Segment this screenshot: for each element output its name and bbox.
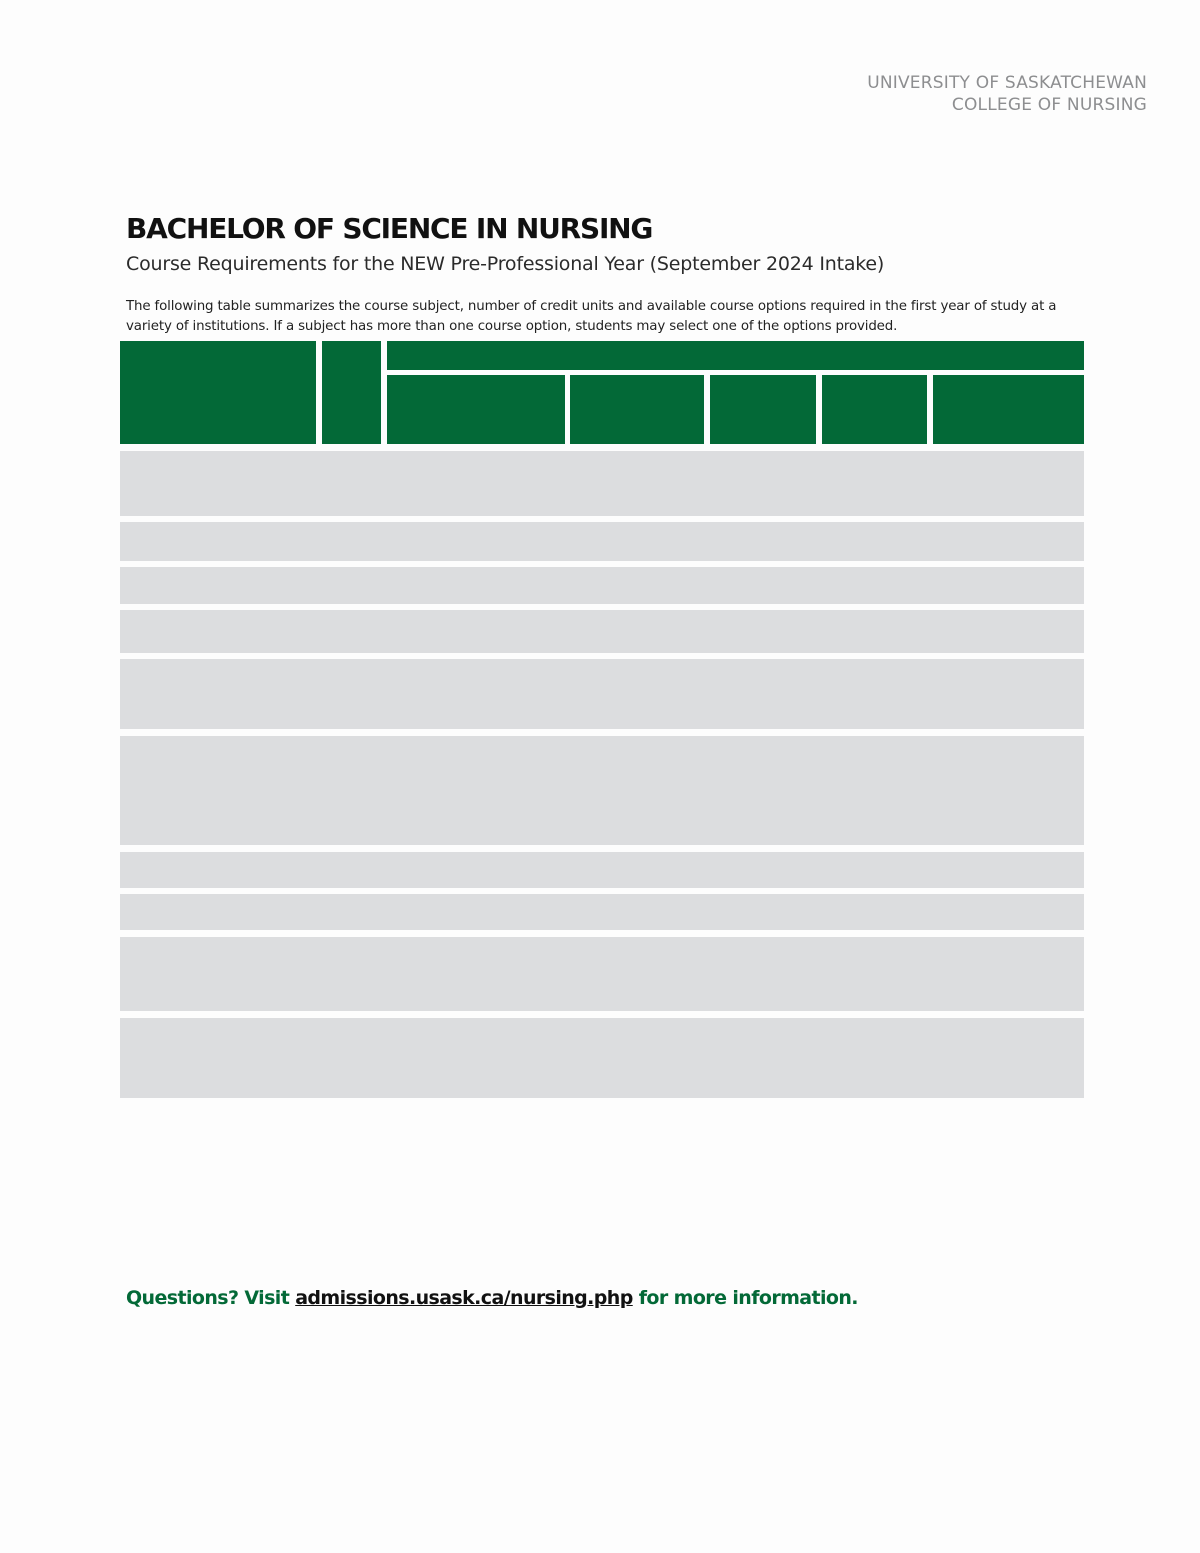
table-header-subject <box>120 341 316 444</box>
table-row <box>120 659 1084 729</box>
table-header-institution-3 <box>710 375 816 444</box>
table-header-institution-4 <box>822 375 927 444</box>
table-row <box>120 937 1084 1011</box>
table-row <box>120 852 1084 888</box>
table-row <box>120 736 1084 845</box>
footer-prefix: Questions? Visit <box>126 1287 296 1309</box>
table-header-institution-2 <box>570 375 704 444</box>
university-header <box>867 72 1147 116</box>
page-title: BACHELOR OF SCIENCE IN NURSING <box>126 212 653 245</box>
footer-suffix: for more information. <box>632 1287 858 1309</box>
footer-note <box>126 1287 858 1309</box>
table-header-institution-1 <box>387 375 565 444</box>
table-header-credit-units <box>322 341 381 444</box>
table-row <box>120 567 1084 604</box>
intro-paragraph: The following table summarizes the course subject, number of credit units and available course options required in the first year of study at a variety of institutions. If a subject has more than one course option, students may select one of the options provided. <box>126 299 1057 334</box>
table-row <box>120 522 1084 561</box>
college-name: COLLEGE OF NURSING <box>951 95 1147 115</box>
university-name: UNIVERSITY OF SASKATCHEWAN <box>867 73 1147 93</box>
table-row <box>120 894 1084 930</box>
table-row <box>120 610 1084 653</box>
table-header-institution-5 <box>933 375 1084 444</box>
table-header-institutions <box>387 341 1084 370</box>
admissions-link[interactable]: admissions.usask.ca/nursing.php <box>295 1287 633 1309</box>
table-row <box>120 451 1084 516</box>
page-subtitle: Course Requirements for the NEW Pre-Professional Year (September 2024 Intake) <box>126 253 885 275</box>
table-row <box>120 1018 1084 1098</box>
